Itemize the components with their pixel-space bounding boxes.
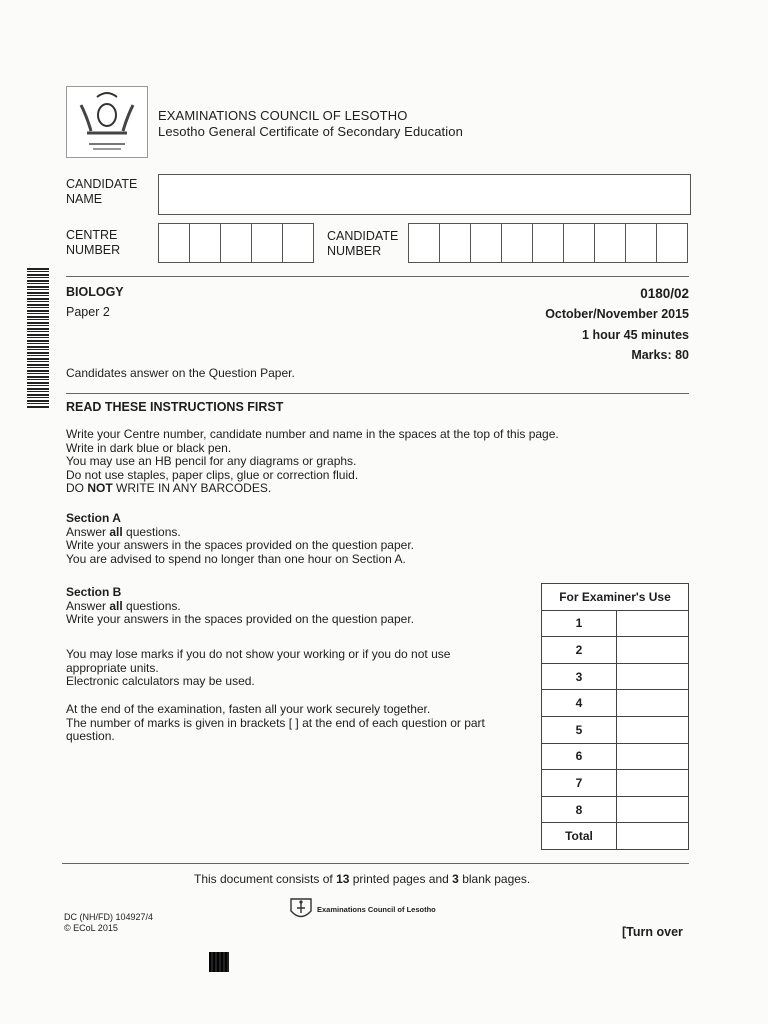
council-title: EXAMINATIONS COUNCIL OF LESOTHO xyxy=(158,108,408,123)
coat-of-arms-icon xyxy=(66,86,148,158)
mark-cell[interactable] xyxy=(617,610,689,637)
table-row: 7 xyxy=(542,770,689,797)
section-a-instructions: Section A Answer all questions. Write your answers in the spaces provided on the question paper. You are advised to spend no longer than one hour on Section A. xyxy=(66,511,414,566)
centre-number-label: CENTRE NUMBER xyxy=(66,228,121,257)
mark-cell[interactable] xyxy=(617,770,689,797)
council-logo-text: Examinations Council of Lesotho xyxy=(317,905,436,914)
exam-session: October/November 2015 xyxy=(545,307,689,321)
council-logo-icon xyxy=(288,893,314,923)
table-row: 6 xyxy=(542,743,689,770)
document-code: DC (NH/FD) 104927/4 © ECoL 2015 xyxy=(64,912,154,933)
exam-duration: 1 hour 45 minutes xyxy=(582,328,689,342)
mark-cell[interactable] xyxy=(617,690,689,717)
mark-cell[interactable] xyxy=(617,637,689,664)
section-b-instructions: Section B Answer all questions. Write your answers in the spaces provided on the question paper. xyxy=(66,585,414,626)
table-row: 5 xyxy=(542,716,689,743)
footer-divider xyxy=(62,863,689,864)
divider xyxy=(66,393,689,394)
table-row: Total xyxy=(542,823,689,850)
candidate-number-label: CANDIDATE NUMBER xyxy=(327,229,399,258)
table-row: 2 xyxy=(542,637,689,664)
table-row: 3 xyxy=(542,663,689,690)
candidate-name-label: CANDIDATE NAME xyxy=(66,177,138,206)
total-cell[interactable] xyxy=(617,823,689,850)
certificate-title: Lesotho General Certificate of Secondary Education xyxy=(158,124,463,139)
mark-cell[interactable] xyxy=(617,743,689,770)
qr-code-icon xyxy=(209,952,229,972)
paper-code: 0180/02 xyxy=(640,286,689,301)
paper-number: Paper 2 xyxy=(66,305,110,319)
table-row: 4 xyxy=(542,690,689,717)
examiner-table-title: For Examiner's Use xyxy=(542,584,689,611)
candidate-name-field[interactable] xyxy=(158,174,691,215)
mark-cell[interactable] xyxy=(617,796,689,823)
examiner-table xyxy=(541,583,689,850)
mark-cell[interactable] xyxy=(617,663,689,690)
divider xyxy=(66,276,689,277)
general-instructions: Write your Centre number, candidate number and name in the spaces at the top of this page. Write in dark blue or black pen. You may use an HB pencil for any diagrams or graphs. Do not use staples, paper clips, glue or correction fluid. DO NOT WRITE IN ANY BARCODES. xyxy=(66,428,626,496)
barcode-icon xyxy=(27,268,49,408)
total-marks: Marks: 80 xyxy=(631,348,689,362)
answer-note: Candidates answer on the Question Paper. xyxy=(66,366,295,380)
marks-warning: You may lose marks if you do not show your working or if you do not use appropriate units. Electronic calculators may be used. xyxy=(66,647,451,688)
page-count: This document consists of 13 printed pages and 3 blank pages. xyxy=(194,872,531,886)
table-row: 8 xyxy=(542,796,689,823)
end-notes: At the end of the examination, fasten all your work securely together. The number of marks is given in brackets [ ] at the end of each question or part question. xyxy=(66,702,485,743)
centre-number-field[interactable] xyxy=(158,223,314,263)
turn-over: [Turn over xyxy=(622,925,683,939)
subject: BIOLOGY xyxy=(66,285,124,299)
barcode-instruction: DO NOT WRITE IN ANY BARCODES. xyxy=(66,481,272,495)
table-row: 1 xyxy=(542,610,689,637)
instructions-heading: READ THESE INSTRUCTIONS FIRST xyxy=(66,400,284,414)
candidate-number-field[interactable] xyxy=(408,223,688,263)
mark-cell[interactable] xyxy=(617,716,689,743)
